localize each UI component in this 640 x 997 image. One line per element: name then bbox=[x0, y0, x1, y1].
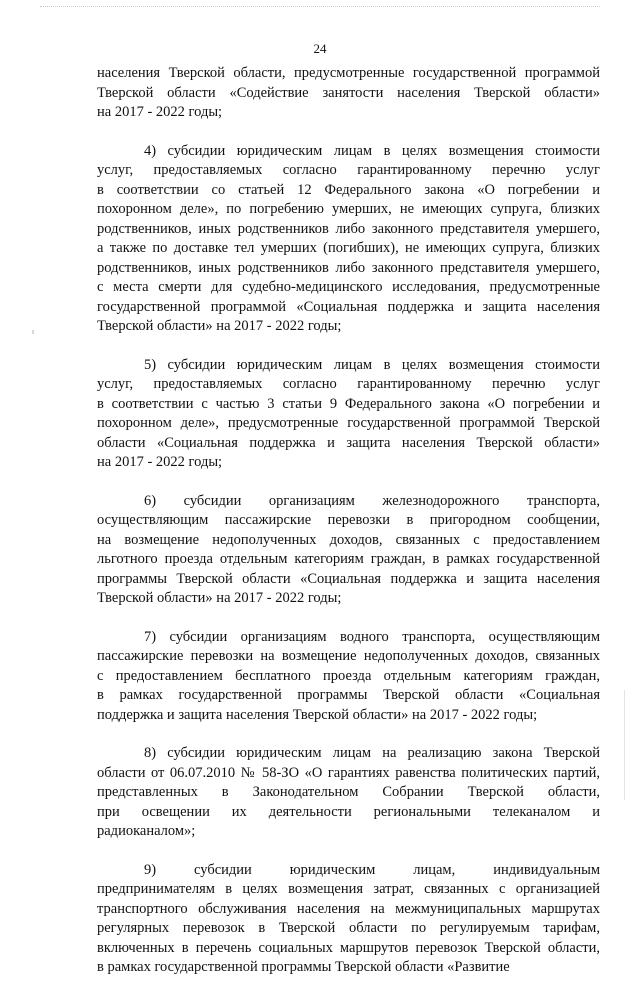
text-line: радиоканалом»; bbox=[97, 823, 196, 839]
document-body bbox=[97, 64, 600, 997]
paragraph-6 bbox=[97, 744, 600, 842]
text-line: а также по доставке тел умерших (погибших), не имеющих супруга, близких bbox=[97, 240, 600, 256]
paragraph-2 bbox=[97, 142, 600, 337]
text-line: поддержка и защита населения Тверской области» на 2017 - 2022 годы; bbox=[97, 706, 538, 723]
text-line: населения Тверской области, предусмотренные государственной программой bbox=[97, 65, 600, 81]
text-line: Тверской области» на 2017 - 2022 годы; bbox=[97, 318, 342, 334]
paragraph-1 bbox=[97, 64, 600, 123]
text-line: похоронном деле», предусмотренные государственной программой Тверской bbox=[97, 415, 600, 431]
paragraph-4 bbox=[97, 492, 600, 609]
text-line: области от 06.07.2010 № 58-ЗО «О гарантиях равенства политических партий, bbox=[97, 764, 600, 781]
paragraph-7 bbox=[97, 861, 600, 978]
text-line: программы Тверской области «Социальная поддержка и защита населения bbox=[97, 570, 600, 587]
paragraph-3 bbox=[97, 356, 600, 473]
text-line: услуг, предоставляемых согласно гарантированному перечню услуг bbox=[97, 376, 600, 392]
text-line: Тверской области «Содействие занятости населения Тверской области» bbox=[97, 84, 600, 101]
text-line: транспортного обслуживания населения на межмуниципальных маршрутах bbox=[97, 900, 600, 917]
scan-mark bbox=[32, 330, 34, 334]
text-line: в соответствии с частью 3 статьи 9 Федерального закона «О погребении и bbox=[97, 395, 600, 412]
text-line: 8) субсидии юридическим лицам на реализацию закона Тверской bbox=[144, 745, 600, 761]
text-line: пассажирские перевозки на возмещение недополученных доходов, связанных bbox=[97, 648, 600, 664]
text-line: услуг, предоставляемых согласно гарантированному перечню услуг bbox=[97, 162, 600, 178]
paragraph-5 bbox=[97, 628, 600, 726]
page-number: 24 bbox=[313, 41, 327, 56]
text-line: предпринимателям в целях возмещения затрат, связанных с организацией bbox=[97, 881, 600, 897]
text-line: с места смерти для судебно-медицинского исследования, предусмотренные bbox=[97, 279, 600, 295]
text-line: области «Социальная поддержка и защита населения Тверской области» bbox=[97, 434, 600, 451]
text-line: в соответствии со статьей 12 Федерального закона «О погребении и bbox=[97, 181, 600, 198]
text-line: 4) субсидии юридическим лицам в целях возмещения стоимости bbox=[144, 142, 600, 159]
text-line: родственников, иных родственников либо законного представителя умершего, bbox=[97, 259, 600, 276]
scan-edge-noise bbox=[40, 6, 600, 8]
text-line: с предоставлением бесплатного проезда отдельным категориям граждан, bbox=[97, 667, 600, 684]
text-line: регулярных перевозок в Тверской области по регулируемым тарифам, bbox=[97, 920, 600, 936]
text-line: 7) субсидии организациям водного транспорта, осуществляющим bbox=[144, 628, 600, 645]
text-line: при освещении их деятельности региональными телеканалом и bbox=[97, 803, 600, 820]
text-line: представленных в Законодательном Собрании Тверской области, bbox=[97, 784, 600, 800]
text-line: государственной программой «Социальная поддержка и защита населения bbox=[97, 298, 600, 315]
text-line: на возмещение недополученных доходов, связанных с предоставлением bbox=[97, 531, 600, 548]
text-line: в рамках государственной программы Тверской области «Социальная bbox=[97, 687, 600, 703]
text-line: на 2017 - 2022 годы; bbox=[97, 454, 223, 470]
text-line: 9) субсидии юридическим лицам, индивидуальным bbox=[144, 861, 600, 878]
text-line: 5) субсидии юридическим лицам в целях возмещения стоимости bbox=[144, 356, 600, 373]
text-line: осуществляющим пассажирские перевозки в пригородном сообщении, bbox=[97, 512, 600, 528]
text-line: 6) субсидии организациям железнодорожного транспорта, bbox=[144, 492, 600, 509]
text-line: Тверской области» на 2017 - 2022 годы; bbox=[97, 590, 342, 606]
text-line: льготного проезда отдельным категориям граждан, в рамках государственной bbox=[97, 551, 600, 567]
text-line: на 2017 - 2022 годы; bbox=[97, 104, 223, 120]
text-line: похоронном деле», по погребению умерших, не имеющих супруга, близких bbox=[97, 201, 600, 217]
text-line: в рамках государственной программы Тверской области «Развитие bbox=[97, 959, 510, 975]
text-line: включенных в перечень социальных маршрутов перевозок Тверской области, bbox=[97, 939, 600, 956]
text-line: родственников, иных родственников либо законного представителя умершего, bbox=[97, 220, 600, 237]
scan-mark bbox=[624, 690, 625, 800]
